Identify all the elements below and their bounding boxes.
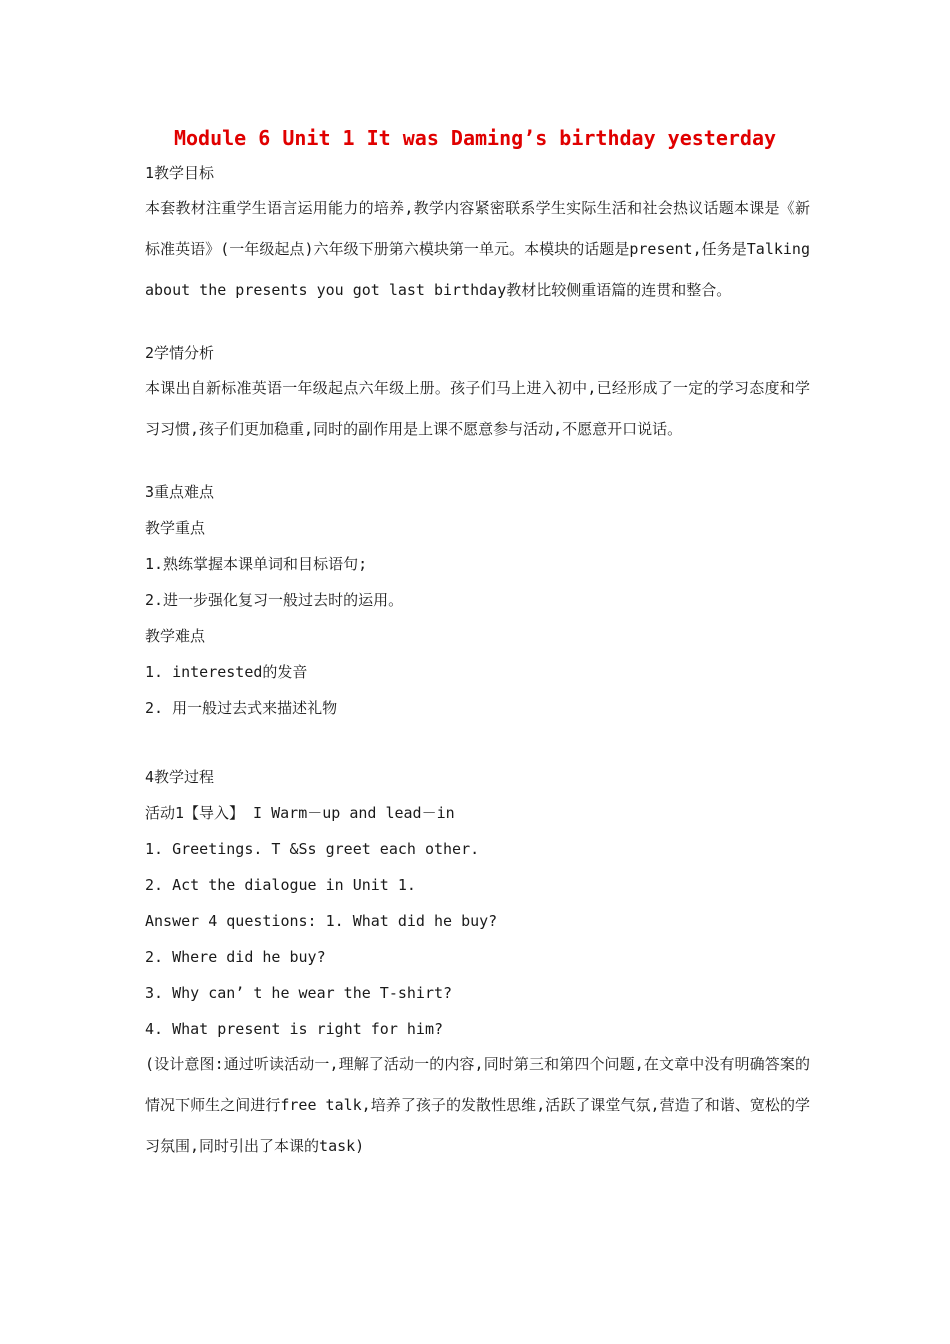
section-heading-process: 4教学过程: [145, 768, 215, 786]
section-heading-analysis: 2学情分析: [145, 344, 215, 362]
section-heading-key-points: 3重点难点: [145, 483, 215, 501]
difficulty-heading: 教学难点: [145, 627, 206, 645]
section-heading-goals: 1教学目标: [145, 164, 215, 182]
process-step: 3. Why can’ t he wear the T-shirt?: [145, 984, 453, 1002]
analysis-paragraph: 本课出自新标准英语一年级起点六年级上册。孩子们马上进入初中,已经形成了一定的学习态度和学习习惯,孩子们更加稳重,同时的副作用是上课不愿意参与活动,不愿意开口说话。: [145, 379, 810, 438]
process-step: 4. What present is right for him?: [145, 1020, 444, 1038]
process-step: 1. Greetings. T &Ss greet each other.: [145, 840, 480, 858]
focus-item: 1.熟练掌握本课单词和目标语句;: [145, 555, 368, 573]
difficulty-item: 2. 用一般过去式来描述礼物: [145, 699, 338, 717]
process-step: 2. Act the dialogue in Unit 1.: [145, 876, 416, 894]
focus-item: 2.进一步强化复习一般过去时的运用。: [145, 591, 404, 609]
spacer: [145, 446, 810, 479]
spacer: [145, 307, 810, 340]
focus-heading: 教学重点: [145, 519, 206, 537]
document-body: [145, 160, 810, 1163]
difficulty-item: 1. interested的发音: [145, 663, 308, 681]
document-title: Module 6 Unit 1 It was Daming’s birthday yesterday: [173, 126, 777, 150]
activity-title: 活动1【导入】 I Warm－up and lead－in: [145, 804, 455, 822]
process-step: Answer 4 questions: 1. What did he buy?: [145, 912, 498, 930]
goals-paragraph: 本套教材注重学生语言运用能力的培养,教学内容紧密联系学生实际生活和社会热议话题本课是《新标准英语》(一年级起点)六年级下册第六模块第一单元。本模块的话题是present,任务是Talking about the presents you got last birthday教材比较侧重语篇的连贯和整合。: [145, 199, 810, 299]
design-note-paragraph: (设计意图:通过听读活动一,理解了活动一的内容,同时第三和第四个问题,在文章中没有明确答案的情况下师生之间进行free talk,培养了孩子的发散性思维,活跃了课堂气氛,营造了和谐、宽松的学习氛围,同时引出了本课的task): [145, 1055, 810, 1155]
spacer: [145, 731, 810, 764]
process-step: 2. Where did he buy?: [145, 948, 326, 966]
